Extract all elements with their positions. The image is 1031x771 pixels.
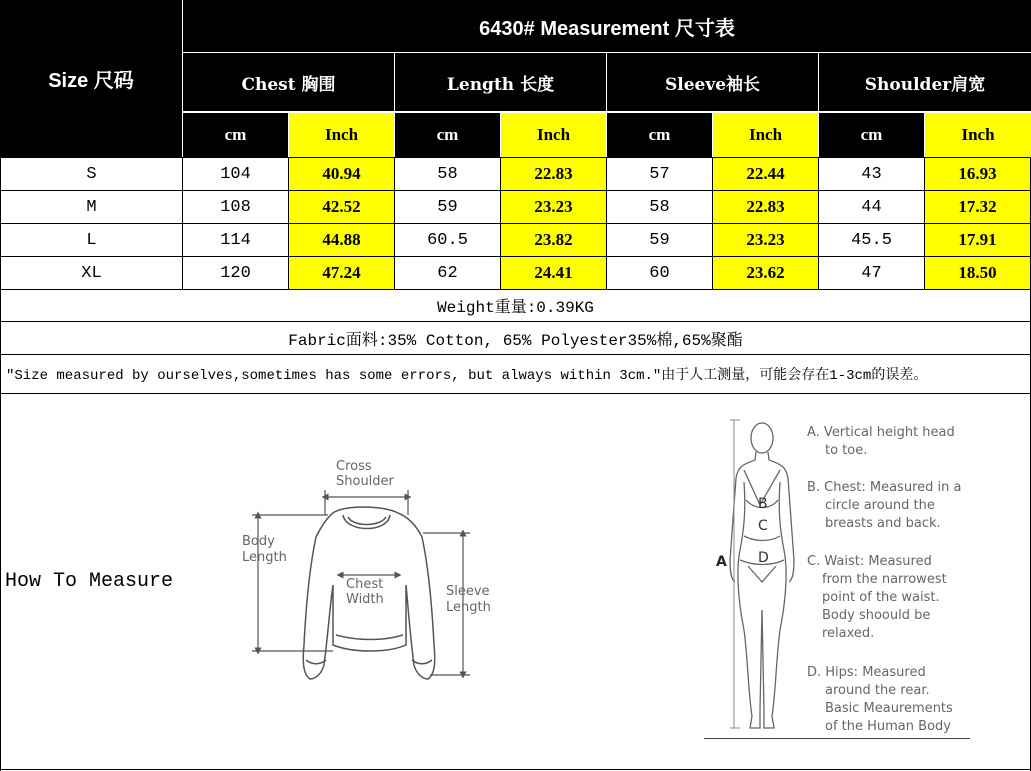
label-body-length-2: Length xyxy=(242,550,287,565)
cm-value-cell: 47 xyxy=(861,263,882,283)
inch-value-cell: 17.91 xyxy=(925,224,1030,256)
cm-value-cell: 60.5 xyxy=(427,230,468,250)
note-row xyxy=(0,355,1031,393)
inch-value-cell: 23.62 xyxy=(713,257,818,289)
table-title xyxy=(183,0,1031,52)
inch-value-cell: 40.94 xyxy=(289,158,394,190)
body-diagram xyxy=(700,410,800,742)
label-cross-shoulder-2: Shoulder xyxy=(336,474,394,489)
inch-value-cell: 24.41 xyxy=(501,257,606,289)
cm-value-cell: 44 xyxy=(861,197,882,217)
group-header-shoulder xyxy=(819,53,1031,111)
weight-row xyxy=(0,290,1031,321)
note-c-line-3: point of the waist. xyxy=(822,590,940,605)
label-sleeve-length-1: Sleeve xyxy=(446,584,490,599)
unit-header-sleeve-inch: Inch xyxy=(713,113,818,157)
label-chest-width-2: Width xyxy=(346,592,384,607)
cm-value-cell: 108 xyxy=(220,197,251,217)
group-header-sleeve-label: Sleeve袖长 xyxy=(664,74,761,95)
group-header-length-label: Length 长度 xyxy=(446,74,555,95)
cm-value-cell: 59 xyxy=(437,197,458,217)
cm-value-cell: 60 xyxy=(649,263,670,283)
note-c-line-1: C. Waist: Measured xyxy=(807,554,932,569)
inch-value-cell: 23.23 xyxy=(501,191,606,223)
inch-value-cell: 23.82 xyxy=(501,224,606,256)
inch-value-cell: 16.93 xyxy=(925,158,1030,190)
cm-value-cell: 58 xyxy=(649,197,670,217)
cm-value-cell: 120 xyxy=(220,263,251,283)
note-c-line-5: relaxed. xyxy=(822,626,875,641)
cm-value-cell: 45.5 xyxy=(851,230,892,250)
note-text: "Size measured by ourselves,sometimes has some errors, but always within 3cm."由于人工测量，可能会存在1-3cm的误差。 xyxy=(6,368,928,384)
unit-header-shoulder-inch: Inch xyxy=(925,113,1031,157)
cm-value-cell: 104 xyxy=(220,164,251,184)
cm-value-cell: 43 xyxy=(861,164,882,184)
size-cell: XL xyxy=(81,263,102,283)
unit-header-chest-cm: cm xyxy=(183,113,288,157)
inch-value-cell: 47.24 xyxy=(289,257,394,289)
size-header xyxy=(0,0,182,157)
unit-header-sleeve-cm: cm xyxy=(607,113,712,157)
note-a-line-2: to toe. xyxy=(825,443,868,458)
how-to-measure-label: How To Measure xyxy=(5,570,174,593)
note-a xyxy=(807,424,955,460)
group-header-length xyxy=(395,53,606,111)
note-b-line-1: B. Chest: Measured in a xyxy=(807,480,962,495)
unit-header-length-cm: cm xyxy=(395,113,500,157)
note-c-line-4: Body shoould be xyxy=(822,608,931,623)
size-cell: M xyxy=(86,197,97,217)
cm-value-cell: 114 xyxy=(220,230,251,250)
body-letter-b: B xyxy=(758,496,768,512)
fabric-text: Fabric面料:35% Cotton, 65% Polyester35%棉,65%聚酯 xyxy=(288,331,743,350)
cm-value-cell: 59 xyxy=(649,230,670,250)
note-c-line-2: from the narrowest xyxy=(822,572,947,587)
inch-value-cell: 44.88 xyxy=(289,224,394,256)
body-letter-c: C xyxy=(758,518,768,534)
cm-value-cell: 57 xyxy=(649,164,670,184)
inch-value-cell: 22.83 xyxy=(713,191,818,223)
inch-value-cell: 17.32 xyxy=(925,191,1030,223)
inch-value-cell: 42.52 xyxy=(289,191,394,223)
note-d xyxy=(807,664,953,736)
label-chest-width-1: Chest xyxy=(346,577,384,592)
weight-text: Weight重量:0.39KG xyxy=(437,299,594,317)
unit-header-shoulder-cm: cm xyxy=(819,113,924,157)
note-b-line-3: breasts and back. xyxy=(825,516,941,531)
inch-value-cell: 22.44 xyxy=(713,158,818,190)
note-d-line-2: around the rear. xyxy=(825,683,930,698)
label-cross-shoulder-1: Cross xyxy=(336,459,372,474)
note-c xyxy=(807,553,947,643)
unit-header-chest-inch: Inch xyxy=(289,113,394,157)
fabric-row xyxy=(0,322,1031,354)
inch-value-cell: 23.23 xyxy=(713,224,818,256)
size-cell: L xyxy=(86,230,97,250)
note-b-line-2: circle around the xyxy=(825,498,935,513)
group-header-shoulder-label: Shoulder肩宽 xyxy=(864,74,986,95)
group-header-chest-label: Chest 胸围 xyxy=(241,74,336,95)
group-header-chest xyxy=(183,53,394,111)
label-body-length-1: Body xyxy=(242,534,275,549)
note-a-line-1: A. Vertical height head xyxy=(807,425,955,440)
inch-value-cell: 22.83 xyxy=(501,158,606,190)
note-d-line-3: Basic Meaurements xyxy=(825,701,953,716)
label-sleeve-length-2: Length xyxy=(446,600,491,615)
note-d-line-4: of the Human Body xyxy=(825,719,951,734)
body-letter-a: A xyxy=(716,554,727,570)
note-b xyxy=(807,479,961,533)
table-title-text: 6430# Measurement 尺寸表 xyxy=(479,17,735,40)
unit-header-length-inch: Inch xyxy=(501,113,606,157)
body-letter-d: D xyxy=(758,550,769,566)
cm-value-cell: 62 xyxy=(437,263,458,283)
inch-value-cell: 18.50 xyxy=(925,257,1030,289)
cm-value-cell: 58 xyxy=(437,164,458,184)
group-header-sleeve xyxy=(607,53,818,111)
sweater-diagram xyxy=(238,455,500,685)
size-header-label: Size 尺码 xyxy=(48,70,134,92)
note-d-line-1: D. Hips: Measured xyxy=(807,665,926,680)
size-cell: S xyxy=(86,164,97,184)
